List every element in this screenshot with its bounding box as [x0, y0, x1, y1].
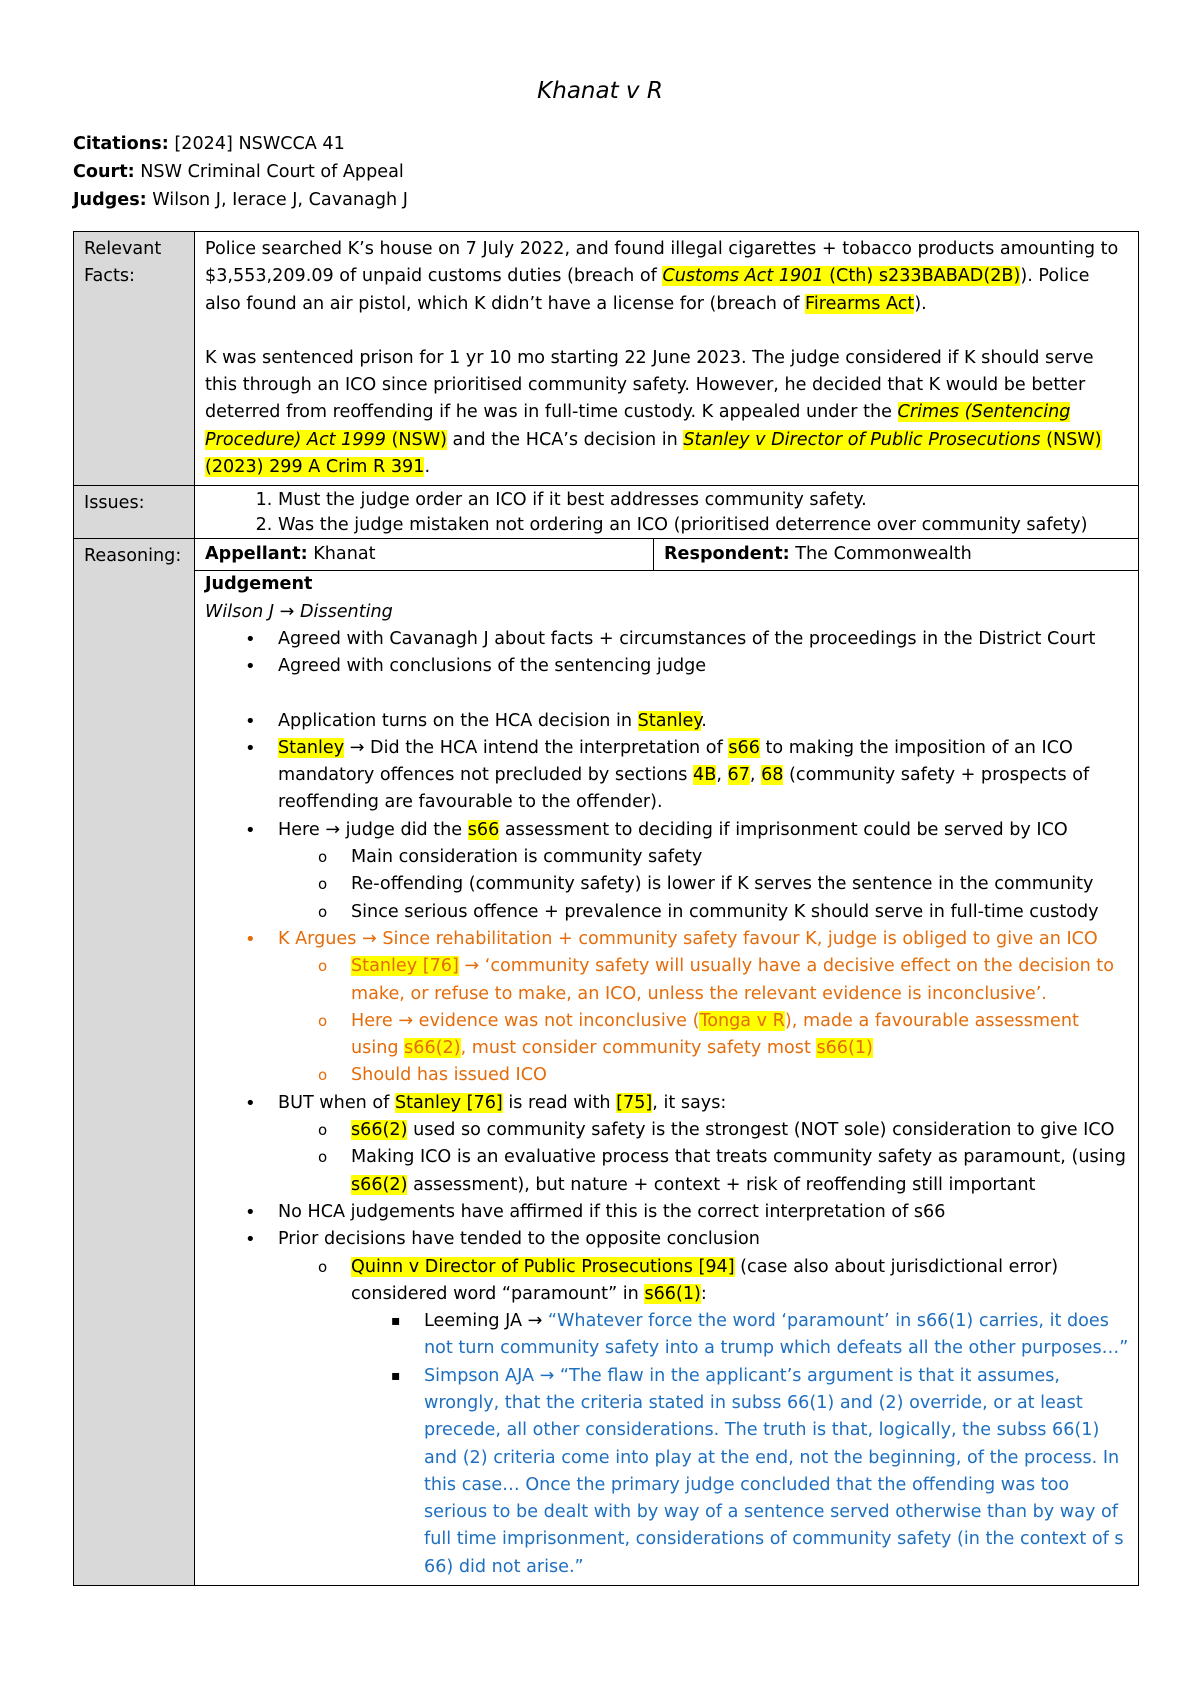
spacer	[205, 681, 1130, 708]
case-title: Khanat v R	[537, 78, 663, 104]
list-item: • Agreed with conclusions of the sentencing judge	[205, 653, 1130, 680]
reasoning-label: Reasoning:	[74, 539, 195, 1586]
sub-list	[278, 1117, 1130, 1199]
list-item: • Here → judge did the s66 assessment to deciding if imprisonment could be served by ICO o Main consideration is community safety o Re-offending (community safety) is lower if K serves the sentence in the community o Since serious offence + prevalence in community K should serve in full-time custody	[205, 817, 1130, 926]
issues-list	[205, 488, 1130, 538]
quote-item: ▪ Leeming JA → “Whatever force the word ‘paramount’ in s66(1) carries, it does not turn community safety into a trump which defeats all the other purposes…”	[351, 1308, 1130, 1363]
citations-label: Citations:	[73, 134, 169, 154]
issue-item: 1. Must the judge order an ICO if it best addresses community safety.	[278, 488, 1130, 513]
citations-value: [2024] NSWCCA 41	[174, 134, 345, 154]
sub-list	[278, 844, 1130, 926]
judges-value: Wilson J, Ierace J, Cavanagh J	[152, 190, 408, 210]
sub-item: o Main consideration is community safety	[278, 844, 1130, 871]
facts-content	[195, 232, 1139, 486]
sub-item: o Quinn v Director of Public Prosecutions [94] (case also about jurisdictional error) considered word “paramount” in s66(1): ▪ Leeming JA → “Whatever force the word ‘paramount’ in s66(1) carries, it does not turn community safety into a trump which defeats all the other purposes…” ▪ Simpson AJA → “The flaw in the applicant’s argument is that it assumes, wrongly, that the criteria stated in subss 66(1) and (2) override, or at least precede, all other considerations. The truth is that, logically, the subss 66(1) and (2) criteria come into play at the end, not the beginning, of the process. In this case… Once the primary judge concluded that the offending was too serious to be dealt with by way of a sentence served otherwise than by way of full time imprisonment, considerations of community safety (in the context of s 66) did not arise.”	[278, 1254, 1130, 1582]
list-item: • Application turns on the HCA decision in Stanley.	[205, 708, 1130, 735]
respondent-cell: Respondent: The Commonwealth	[664, 544, 972, 565]
issues-content	[195, 486, 1139, 539]
reasoning-content	[195, 539, 1139, 1586]
citations-line	[73, 130, 408, 158]
judgement-heading: Judgement	[205, 574, 313, 595]
judges-label: Judges:	[73, 190, 147, 210]
facts-label: Relevant Facts:	[74, 232, 195, 486]
issues-label: Issues:	[74, 486, 195, 539]
list-item: • No HCA judgements have affirmed if this is the correct interpretation of s66	[205, 1199, 1130, 1226]
case-table	[73, 231, 1139, 1586]
list-item: • Stanley → Did the HCA intend the interpretation of s66 to making the imposition of an ICO mandatory offences not precluded by sections 4B, 67, 68 (community safety + prospects of reoffending are favourable to the offender).	[205, 735, 1130, 817]
facts-paragraph-1: Police searched K’s house on 7 July 2022, and found illegal cigarettes + tobacco products amounting to $3,553,209.09 of unpaid customs duties (breach of Customs Act 1901 (Cth) s233BABAD(2B)). Police also found an air pistol, which K didn’t have a license for (breach of Firearms Act).	[205, 239, 1119, 314]
case-meta	[73, 130, 408, 214]
list-item: • Agreed with Cavanagh J about facts + circumstances of the proceedings in the District Court	[205, 626, 1130, 653]
parties-row	[195, 539, 1138, 571]
issues-row	[74, 486, 1139, 539]
quote-item: ▪ Simpson AJA → “The flaw in the applicant’s argument is that it assumes, wrongly, that the criteria stated in subss 66(1) and (2) override, or at least precede, all other considerations. The truth is that, logically, the subss 66(1) and (2) criteria come into play at the end, not the beginning, of the process. In this case… Once the primary judge concluded that the offending was too serious to be dealt with by way of a sentence served otherwise than by way of full time imprisonment, considerations of community safety (in the context of s 66) did not arise.”	[351, 1363, 1130, 1581]
sub-item: o Since serious offence + prevalence in community K should serve in full-time custody	[278, 899, 1130, 926]
facts-row	[74, 232, 1139, 486]
wilson-heading: Wilson J → Dissenting	[205, 601, 393, 622]
sub-item: o Making ICO is an evaluative process that treats community safety as paramount, (using s66(2) assessment), but nature + context + risk of reoffending still important	[278, 1144, 1130, 1199]
sub-item: o Should has issued ICO	[278, 1062, 1130, 1089]
court-line	[73, 158, 408, 186]
list-item: • K Argues → Since rehabilitation + community safety favour K, judge is obliged to give an ICO o Stanley [76] → ‘community safety will usually have a decisive effect on the decision to make, or refuse to make, an ICO, unless the relevant evidence is inconclusive’. o Here → evidence was not inconclusive (Tonga v R), made a favourable assessment using s66(2), must consider community safety most s66(1) o Should has issued ICO	[205, 926, 1130, 1090]
sub-item: o s66(2) used so community safety is the strongest (NOT sole) consideration to give ICO	[278, 1117, 1130, 1144]
facts-paragraph-2: K was sentenced prison for 1 yr 10 mo starting 22 June 2023. The judge considered if K should serve this through an ICO since prioritised community safety. However, he decided that K would be better deterred from reoffending if he was in full-time custody. K appealed under the Crimes (Sentencing Procedure) Act 1999 (NSW) and the HCA’s decision in Stanley v Director of Public Prosecutions (NSW) (2023) 299 A Crim R 391.	[205, 347, 1102, 478]
judges-line	[73, 186, 408, 214]
sub-item: o Stanley [76] → ‘community safety will usually have a decisive effect on the decision to make, or refuse to make, an ICO, unless the relevant evidence is inconclusive’.	[278, 953, 1130, 1008]
appellant-cell: Appellant: Khanat	[195, 539, 654, 570]
sub-list	[278, 1254, 1130, 1582]
sub-item: o Re-offending (community safety) is lower if K serves the sentence in the community	[278, 871, 1130, 898]
court-value: NSW Criminal Court of Appeal	[140, 162, 404, 182]
list-item: • Prior decisions have tended to the opposite conclusion o Quinn v Director of Public Prosecutions [94] (case also about jurisdictional error) considered word “paramount” in s66(1): ▪ Leeming JA → “Whatever force the word ‘paramount’ in s66(1) carries, it does not turn community safety into a trump which defeats all the other purposes…” ▪ Simpson AJA → “The flaw in the applicant’s argument is that it assumes, wrongly, that the criteria stated in subss 66(1) and (2) override, or at least precede, all other considerations. The truth is that, logically, the subss 66(1) and (2) criteria come into play at the end, not the beginning, of the process. In this case… Once the primary judge concluded that the offending was too serious to be dealt with by way of a sentence served otherwise than by way of full time imprisonment, considerations of community safety (in the context of s 66) did not arise.”	[205, 1226, 1130, 1581]
issue-item: 2. Was the judge mistaken not ordering an ICO (prioritised deterrence over community safety)	[278, 513, 1130, 538]
reasoning-row	[74, 539, 1139, 1586]
sub-list	[278, 953, 1130, 1089]
quote-list	[351, 1308, 1130, 1581]
court-label: Court:	[73, 162, 135, 182]
list-item: • BUT when of Stanley [76] is read with [75], it says: o s66(2) used so community safety is the strongest (NOT sole) consideration to give ICO o Making ICO is an evaluative process that treats community safety as paramount, (using s66(2) assessment), but nature + context + risk of reoffending still important	[205, 1090, 1130, 1199]
sub-item: o Here → evidence was not inconclusive (Tonga v R), made a favourable assessment using s66(2), must consider community safety most s66(1)	[278, 1008, 1130, 1063]
reasoning-list	[205, 626, 1130, 1581]
